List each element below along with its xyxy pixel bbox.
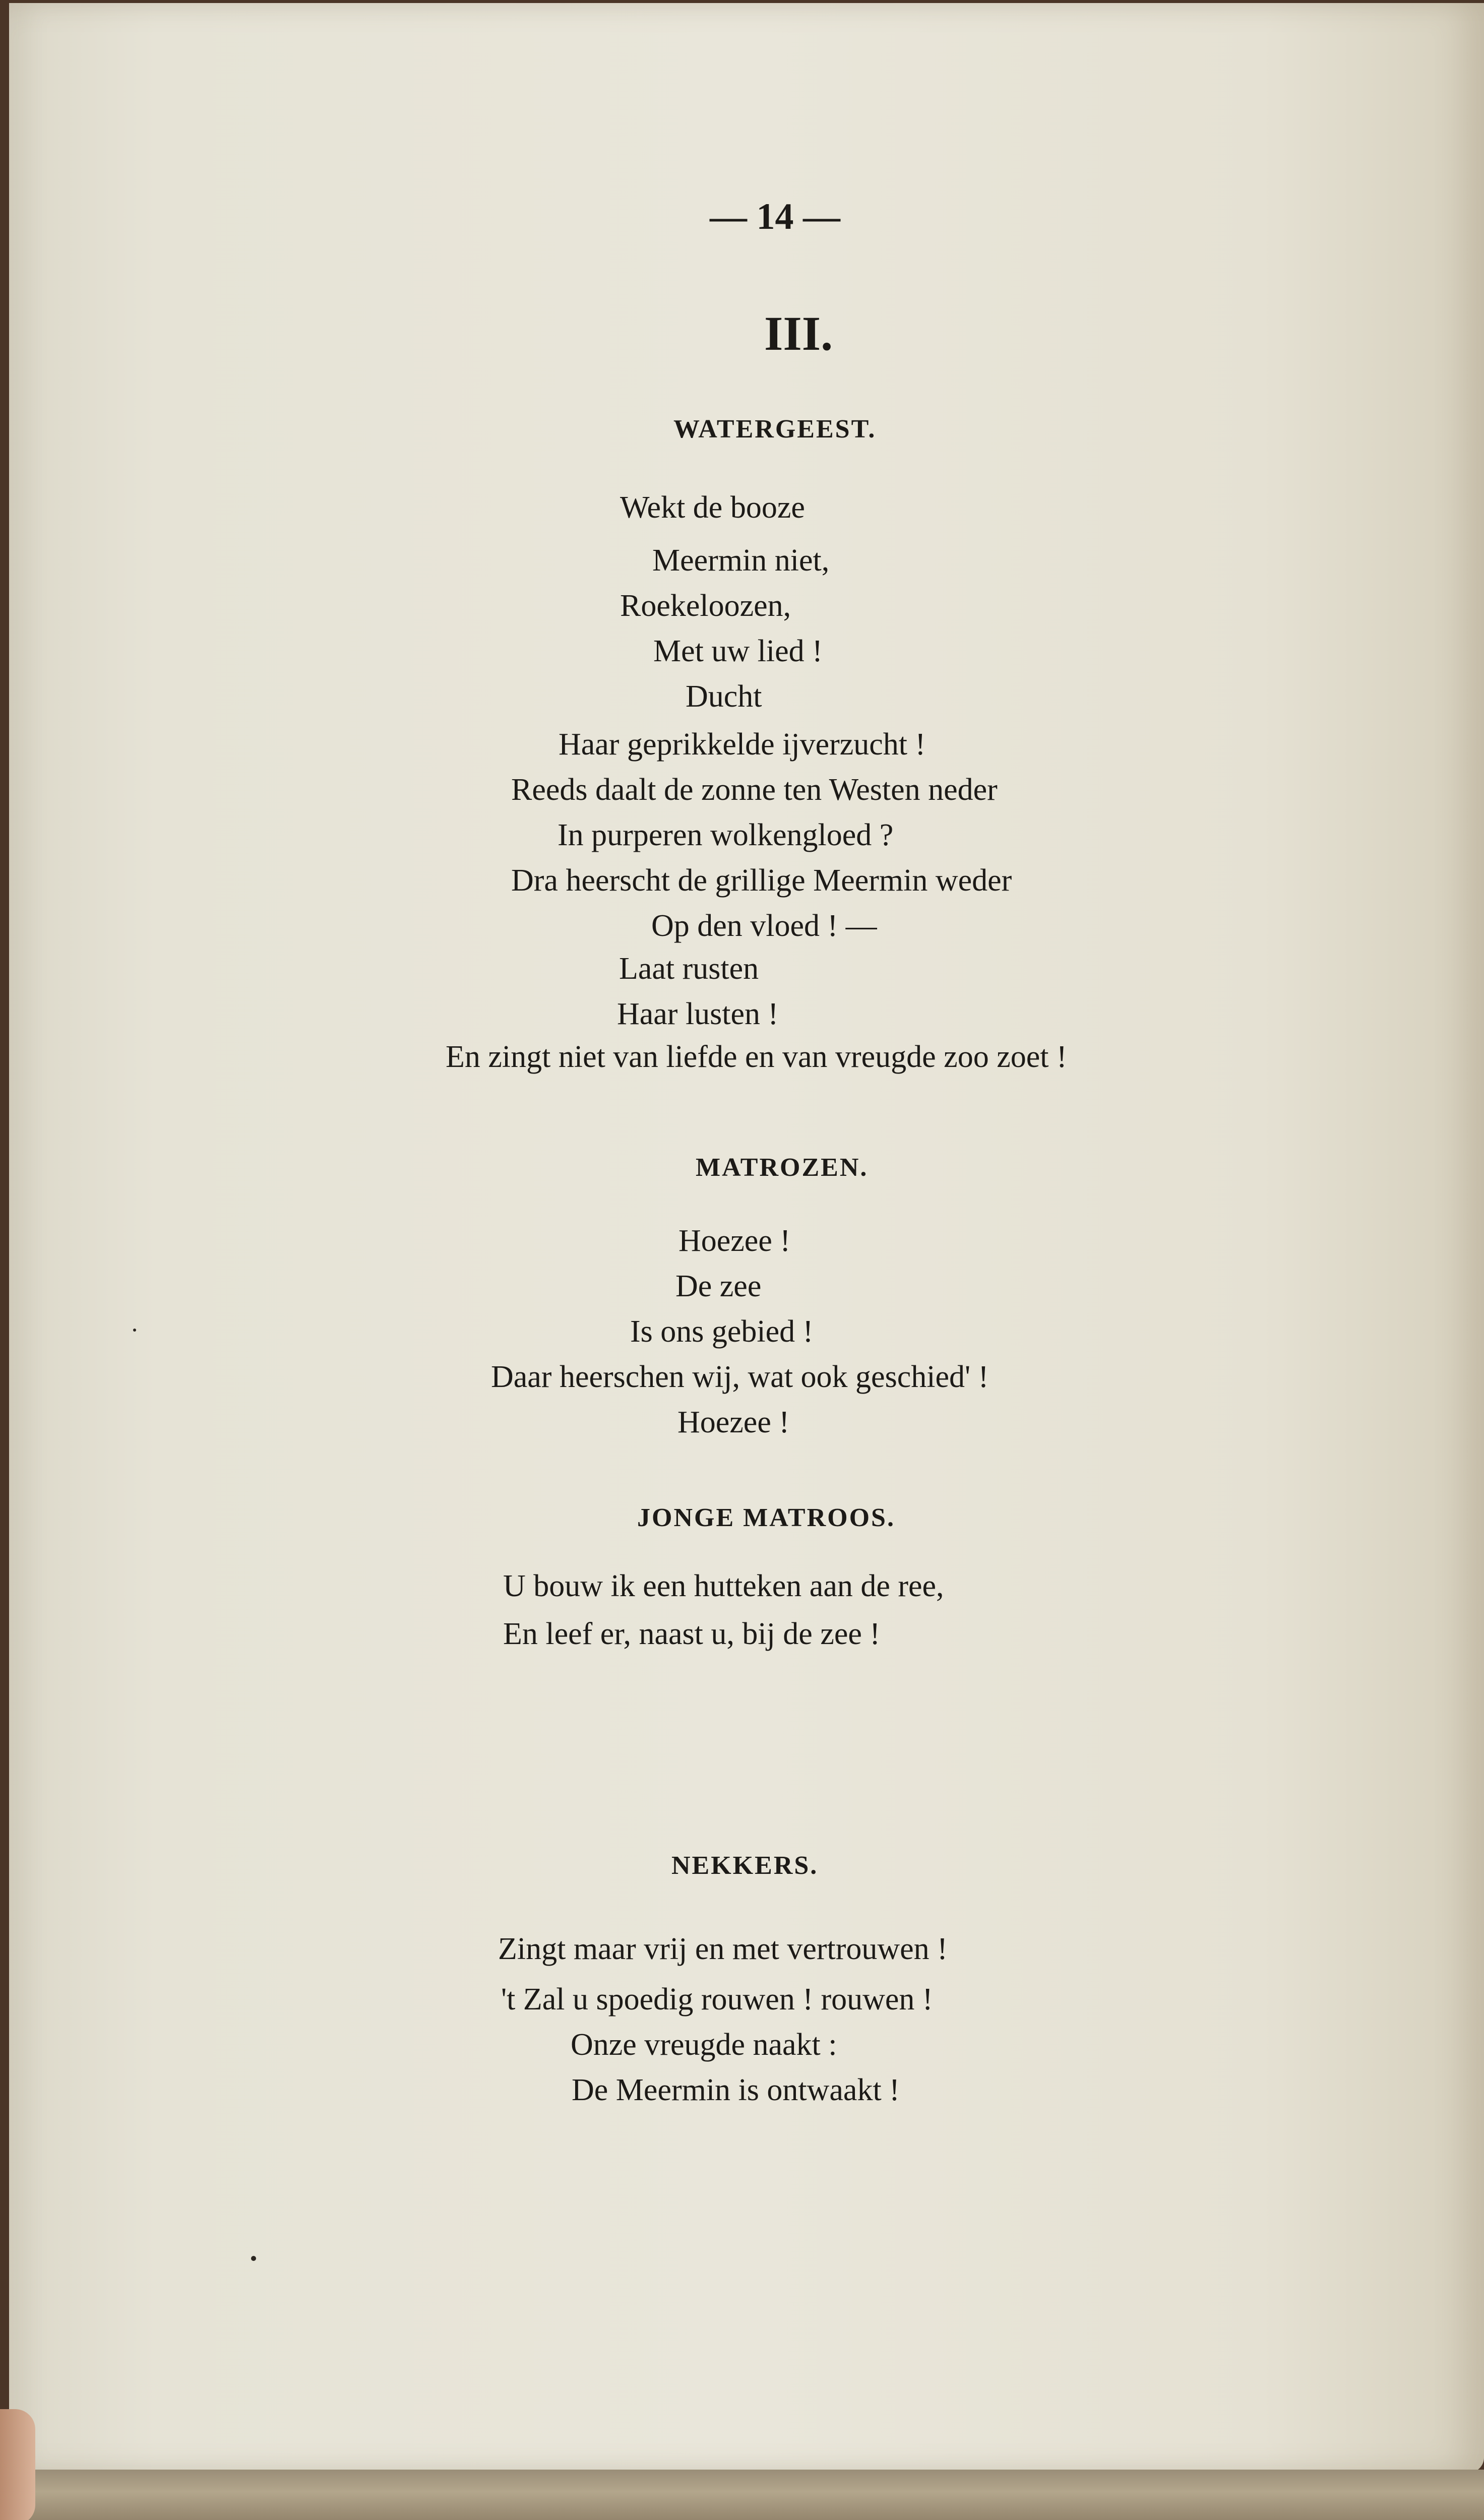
verse-line: Meermin niet, (652, 543, 830, 578)
verse-line: Laat rusten (619, 952, 759, 986)
speaker-heading-jonge-matroos: JONGE MATROOS. (637, 1503, 895, 1532)
page-number: — 14 — (710, 196, 840, 237)
verse-line: Haar lusten ! (617, 997, 779, 1031)
verse-line: Ducht (686, 679, 762, 714)
verse-line: De Meermin is ontwaakt ! (572, 2073, 900, 2107)
verse-line: Roekeloozen, (620, 589, 791, 623)
page-edge (0, 2470, 1484, 2520)
verse-line: Hoezee ! (677, 1405, 789, 1439)
verse-line: En zingt niet van liefde en van vreugde zoo zoet ! (446, 1040, 1067, 1074)
verse-line: De zee (675, 1269, 762, 1303)
section-numeral: III. (764, 306, 833, 360)
speaker-heading-matrozen: MATROZEN. (696, 1153, 869, 1182)
ink-speck (133, 1329, 136, 1332)
verse-line: Is ons gebied ! (630, 1314, 814, 1349)
verse-line: En leef er, naast u, bij de zee ! (503, 1617, 881, 1651)
book-page (9, 3, 1484, 2473)
verse-line: Wekt de booze (620, 490, 805, 525)
verse-line: Zingt maar vrij en met vertrouwen ! (498, 1932, 948, 1966)
ink-speck (251, 2256, 256, 2261)
verse-line: Daar heerschen wij, wat ook geschied' ! (491, 1360, 989, 1394)
verse-line: Met uw lied ! (653, 634, 823, 668)
verse-line: Hoezee ! (678, 1224, 790, 1258)
verse-line: Haar geprikkelde ijverzucht ! (559, 727, 926, 762)
speaker-heading-watergeest: WATERGEEST. (673, 415, 877, 444)
verse-line: In purperen wolkengloed ? (558, 818, 894, 852)
verse-line: 't Zal u spoedig rouwen ! rouwen ! (501, 1982, 933, 2017)
verse-line: U bouw ik een hutteken aan de ree, (503, 1569, 944, 1603)
thumb (0, 2409, 35, 2520)
speaker-heading-nekkers: NEKKERS. (671, 1851, 819, 1880)
verse-line: Reeds daalt de zonne ten Westen neder (511, 773, 998, 807)
verse-line: Dra heerscht de grillige Meermin weder (511, 863, 1012, 898)
verse-line: Op den vloed ! — (651, 909, 877, 943)
verse-line: Onze vreugde naakt : (571, 2028, 837, 2062)
